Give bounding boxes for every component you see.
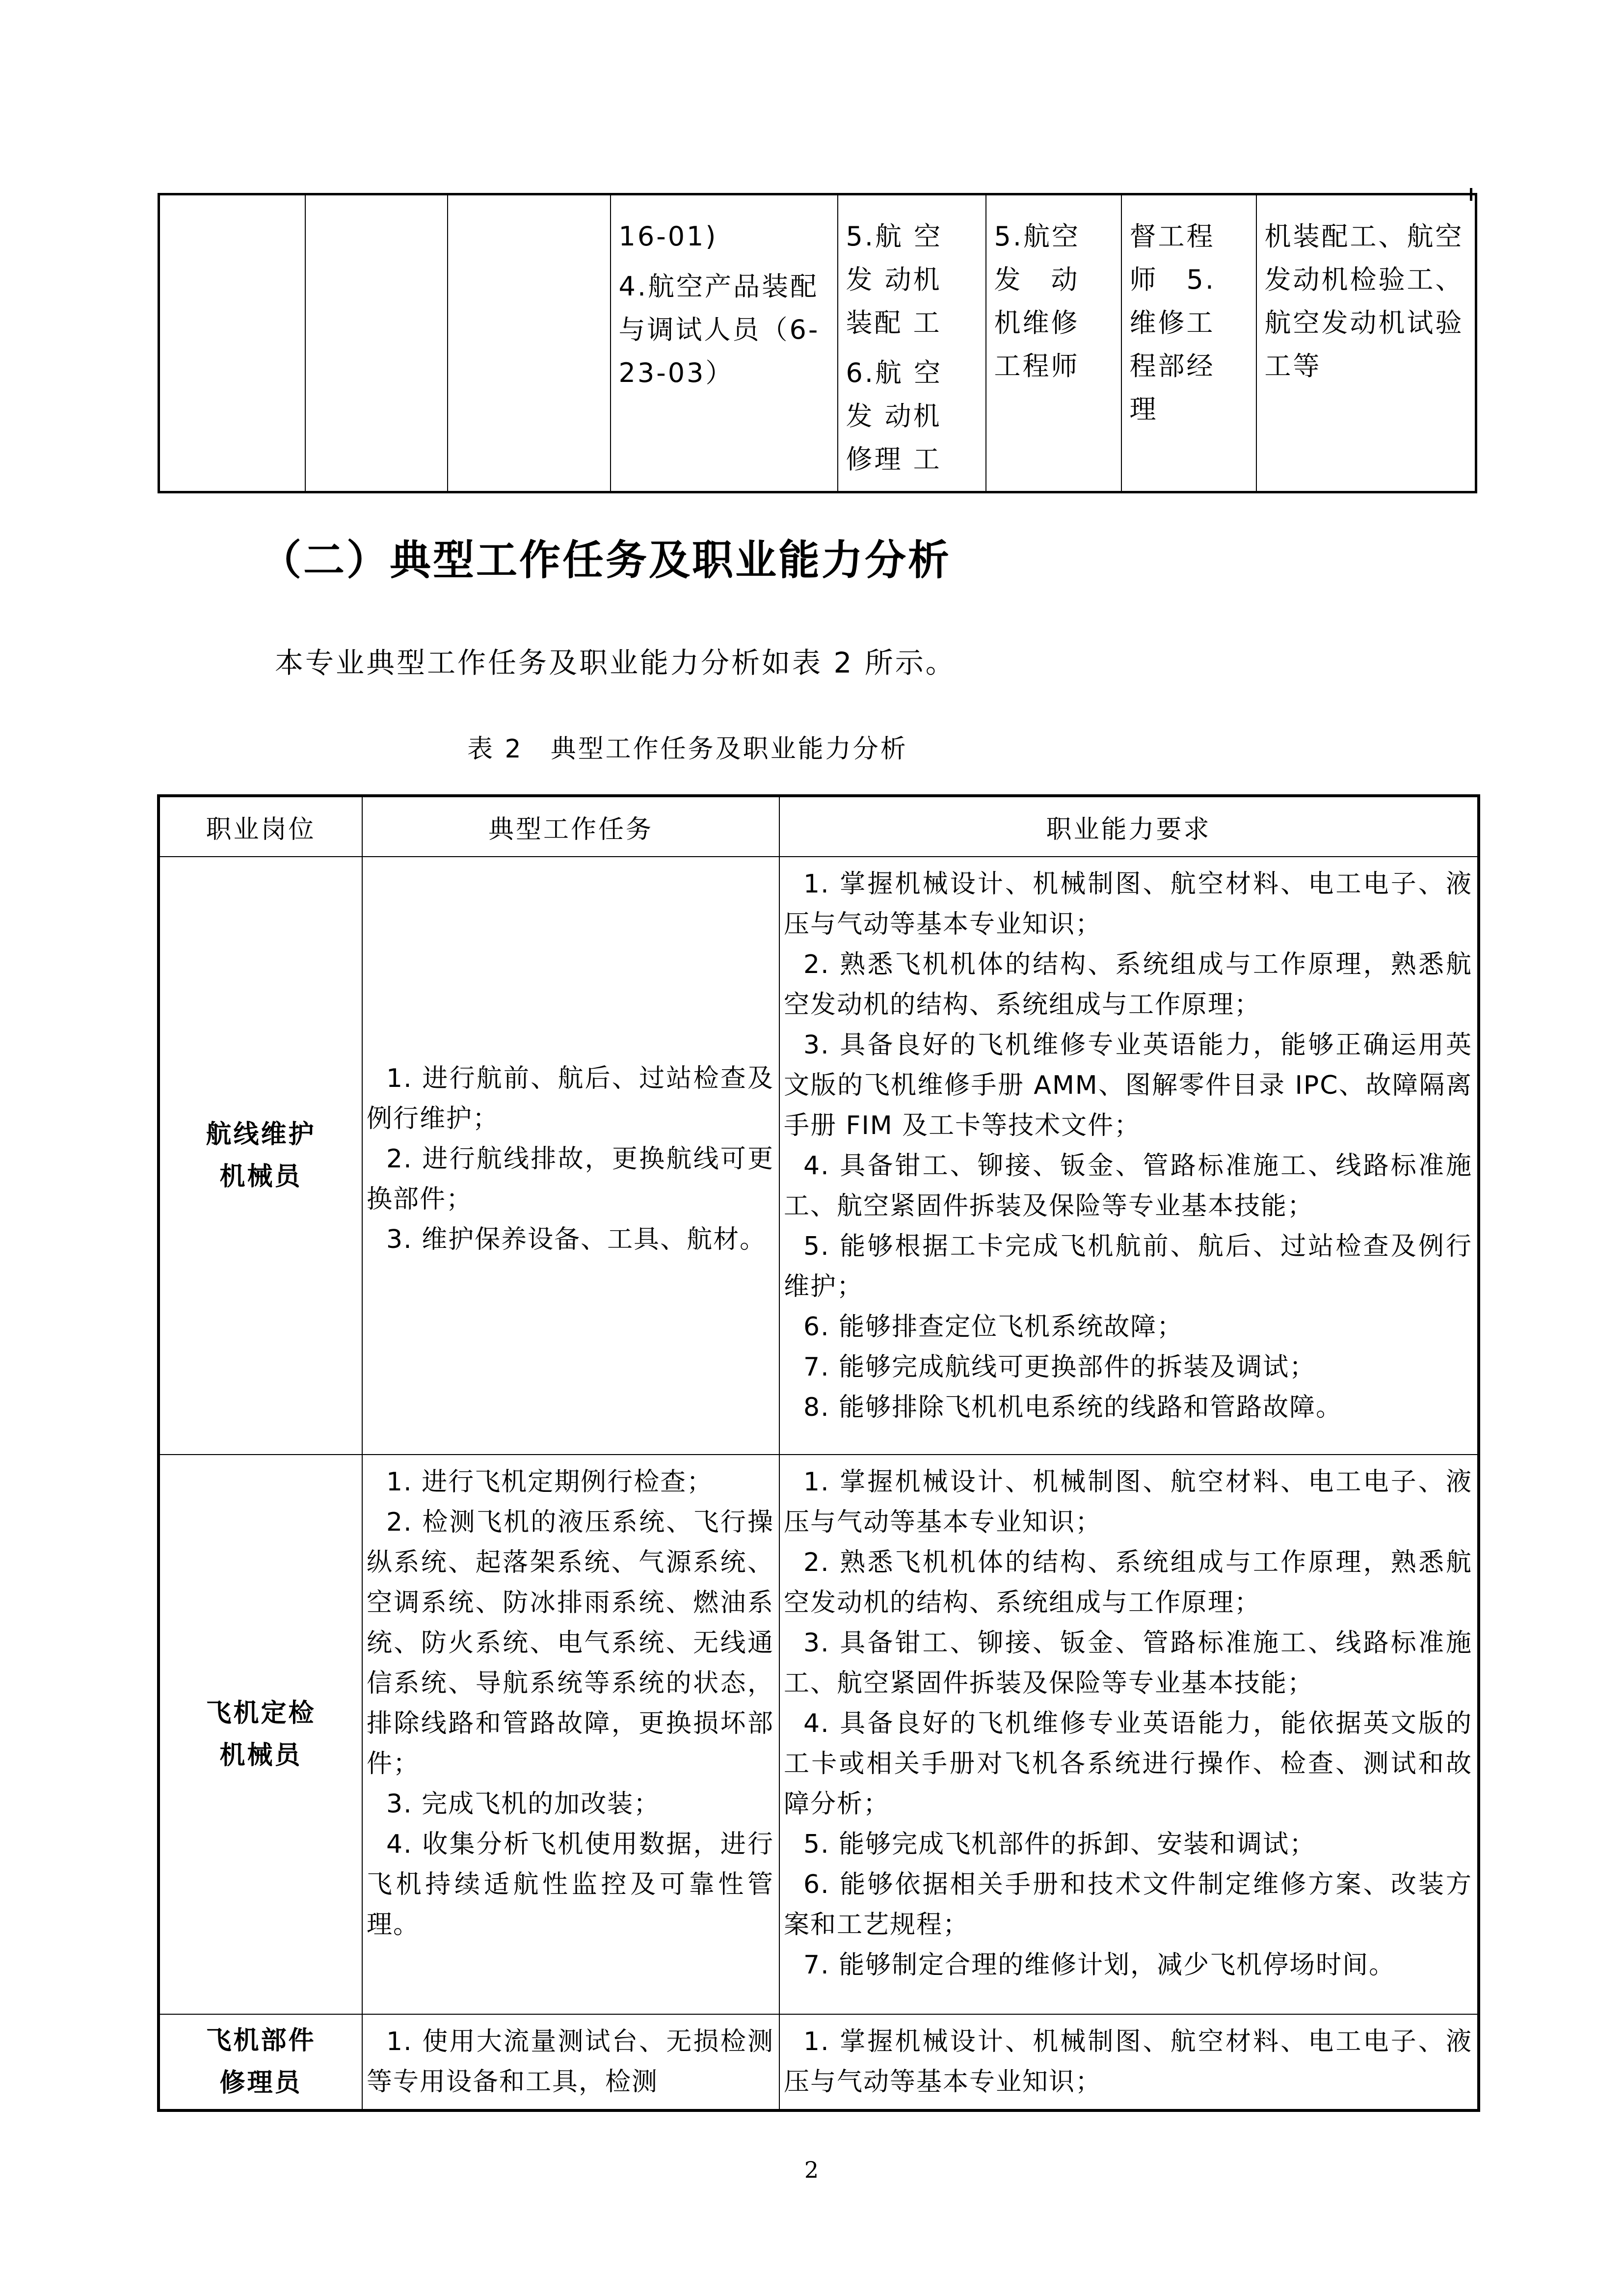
task-item: 1. 使用大流量测试台、无损检测等专用设备和工具，检测 xyxy=(367,2027,774,2097)
ability-item: 2. 熟悉飞机机体的结构、系统组成与工作原理，熟悉航空发动机的结构、系统组成与工作原理； xyxy=(784,1548,1472,1618)
ability-item: 1. 掌握机械设计、机械制图、航空材料、电工电子、液压与气动等基本专业知识； xyxy=(784,1467,1472,1537)
top-cell-text: 6.航 空 发 动机 修理 工 xyxy=(846,357,943,475)
table-row xyxy=(159,2014,1479,2110)
ability-item: 3. 具备良好的飞机维修专业英语能力，能够正确运用英文版的飞机维修手册 AMM、图解零件目录 IPC、故障隔离手册 FIM 及工卡等技术文件； xyxy=(784,1030,1472,1140)
header-tasks: 典型工作任务 xyxy=(362,796,779,857)
post-cell xyxy=(159,2014,362,2110)
abilities-cell xyxy=(779,1455,1479,2014)
ability-item: 1. 掌握机械设计、机械制图、航空材料、电工电子、液压与气动等基本专业知识； xyxy=(784,2027,1472,2097)
top-cell-engineer xyxy=(986,194,1121,492)
ability-item: 4. 具备钳工、铆接、钣金、管路标准施工、线路标准施工、航空紧固件拆装及保险等专业基本技能； xyxy=(784,1151,1472,1221)
post-cell xyxy=(159,1455,362,2014)
intro-paragraph: 本专业典型工作任务及职业能力分析如表 2 所示。 xyxy=(275,646,956,679)
table-row xyxy=(159,857,1479,1455)
abilities-cell xyxy=(779,2014,1479,2110)
top-cell-text: 5.航空 发 动 机维修 工程师 xyxy=(994,221,1081,381)
ability-item: 7. 能够制定合理的维修计划，减少飞机停场时间。 xyxy=(803,1950,1396,1980)
table-row xyxy=(159,1455,1479,2014)
tasks-cell xyxy=(362,1455,779,2014)
ability-item: 7. 能够完成航线可更换部件的拆装及调试； xyxy=(803,1352,1316,1382)
task-item: 3. 维护保养设备、工具、航材。 xyxy=(386,1225,767,1254)
top-cell-3 xyxy=(448,194,611,492)
table-caption: 表 2 典型工作任务及职业能力分析 xyxy=(467,734,908,764)
page-number: 2 xyxy=(804,2157,819,2183)
ability-item: 1. 掌握机械设计、机械制图、航空材料、电工电子、液压与气动等基本专业知识； xyxy=(784,869,1472,939)
task-item: 1. 进行飞机定期例行检查； xyxy=(386,1467,714,1497)
top-cell-text: 机装配工、航空 发动机检验工、 航空发动机试验工等 xyxy=(1264,221,1464,381)
task-item: 3. 完成飞机的加改装； xyxy=(386,1789,661,1819)
post-cell xyxy=(159,857,362,1455)
task-item: 2. 进行航线排故，更换航线可更换部件； xyxy=(367,1144,774,1214)
ability-item: 5. 能够完成飞机部件的拆卸、安装和调试； xyxy=(803,1830,1316,1859)
post-name: 飞机部件修理员 xyxy=(206,2026,316,2098)
task-item: 1. 进行航前、航后、过站检查及例行维护； xyxy=(367,1064,774,1134)
section-heading: （二）典型工作任务及职业能力分析 xyxy=(260,536,952,584)
top-cell-text: 5.航 空 发 动机 装配 工 xyxy=(846,221,943,338)
top-cell-job-titles xyxy=(838,194,986,492)
continued-occupation-table xyxy=(158,193,1477,493)
tasks-cell xyxy=(362,2014,779,2110)
ability-item: 4. 具备良好的飞机维修专业英语能力，能依据英文版的工卡或相关手册对飞机各系统进行操作、检查、测试和故障分析； xyxy=(784,1709,1472,1819)
top-cell-occupation-codes xyxy=(611,194,838,492)
ability-item: 6. 能够依据相关手册和技术文件制定维修方案、改装方案和工艺规程； xyxy=(784,1870,1472,1940)
abilities-cell xyxy=(779,857,1479,1455)
top-cell-2 xyxy=(305,194,448,492)
top-cell-text: 4.航空产品装配 与调试人员（6- 23-03） xyxy=(618,271,820,388)
top-cell-1 xyxy=(159,194,305,492)
task-item: 2. 检测飞机的液压系统、飞行操纵系统、起落架系统、气源系统、空调系统、防冰排雨系统、燃油系统、防火系统、电气系统、无线通信系统、导航系统等系统的状态，排除线路和管路故障，更换损坏部件； xyxy=(367,1508,774,1779)
task-ability-table xyxy=(157,794,1480,2112)
post-name: 飞机定检机械员 xyxy=(206,1699,316,1770)
ability-item: 3. 具备钳工、铆接、钣金、管路标准施工、线路标准施工、航空紧固件拆装及保险等专业基本技能； xyxy=(784,1628,1472,1698)
top-cell-text: 16-01) xyxy=(618,221,718,252)
ability-item: 8. 能够排除飞机机电系统的线路和管路故障。 xyxy=(803,1393,1343,1422)
top-cell-examples xyxy=(1256,194,1476,492)
top-cell-manager xyxy=(1121,194,1256,492)
post-name: 航线维护机械员 xyxy=(206,1120,316,1191)
ability-item: 5. 能够根据工卡完成飞机航前、航后、过站检查及例行维护； xyxy=(784,1232,1472,1301)
ability-item: 2. 熟悉飞机机体的结构、系统组成与工作原理，熟悉航空发动机的结构、系统组成与工作原理； xyxy=(784,950,1472,1020)
top-cell-text: 督工程 师 5. 维修工 程部经 理 xyxy=(1129,221,1216,425)
header-abilities: 职业能力要求 xyxy=(779,796,1479,857)
header-post: 职业岗位 xyxy=(159,796,362,857)
ability-item: 6. 能够排查定位飞机系统故障； xyxy=(803,1312,1184,1342)
task-item: 4. 收集分析飞机使用数据，进行飞机持续适航性监控及可靠性管理。 xyxy=(367,1830,774,1940)
table-header-row xyxy=(159,796,1479,857)
table-edge-tick xyxy=(1470,188,1472,201)
tasks-cell xyxy=(362,857,779,1455)
